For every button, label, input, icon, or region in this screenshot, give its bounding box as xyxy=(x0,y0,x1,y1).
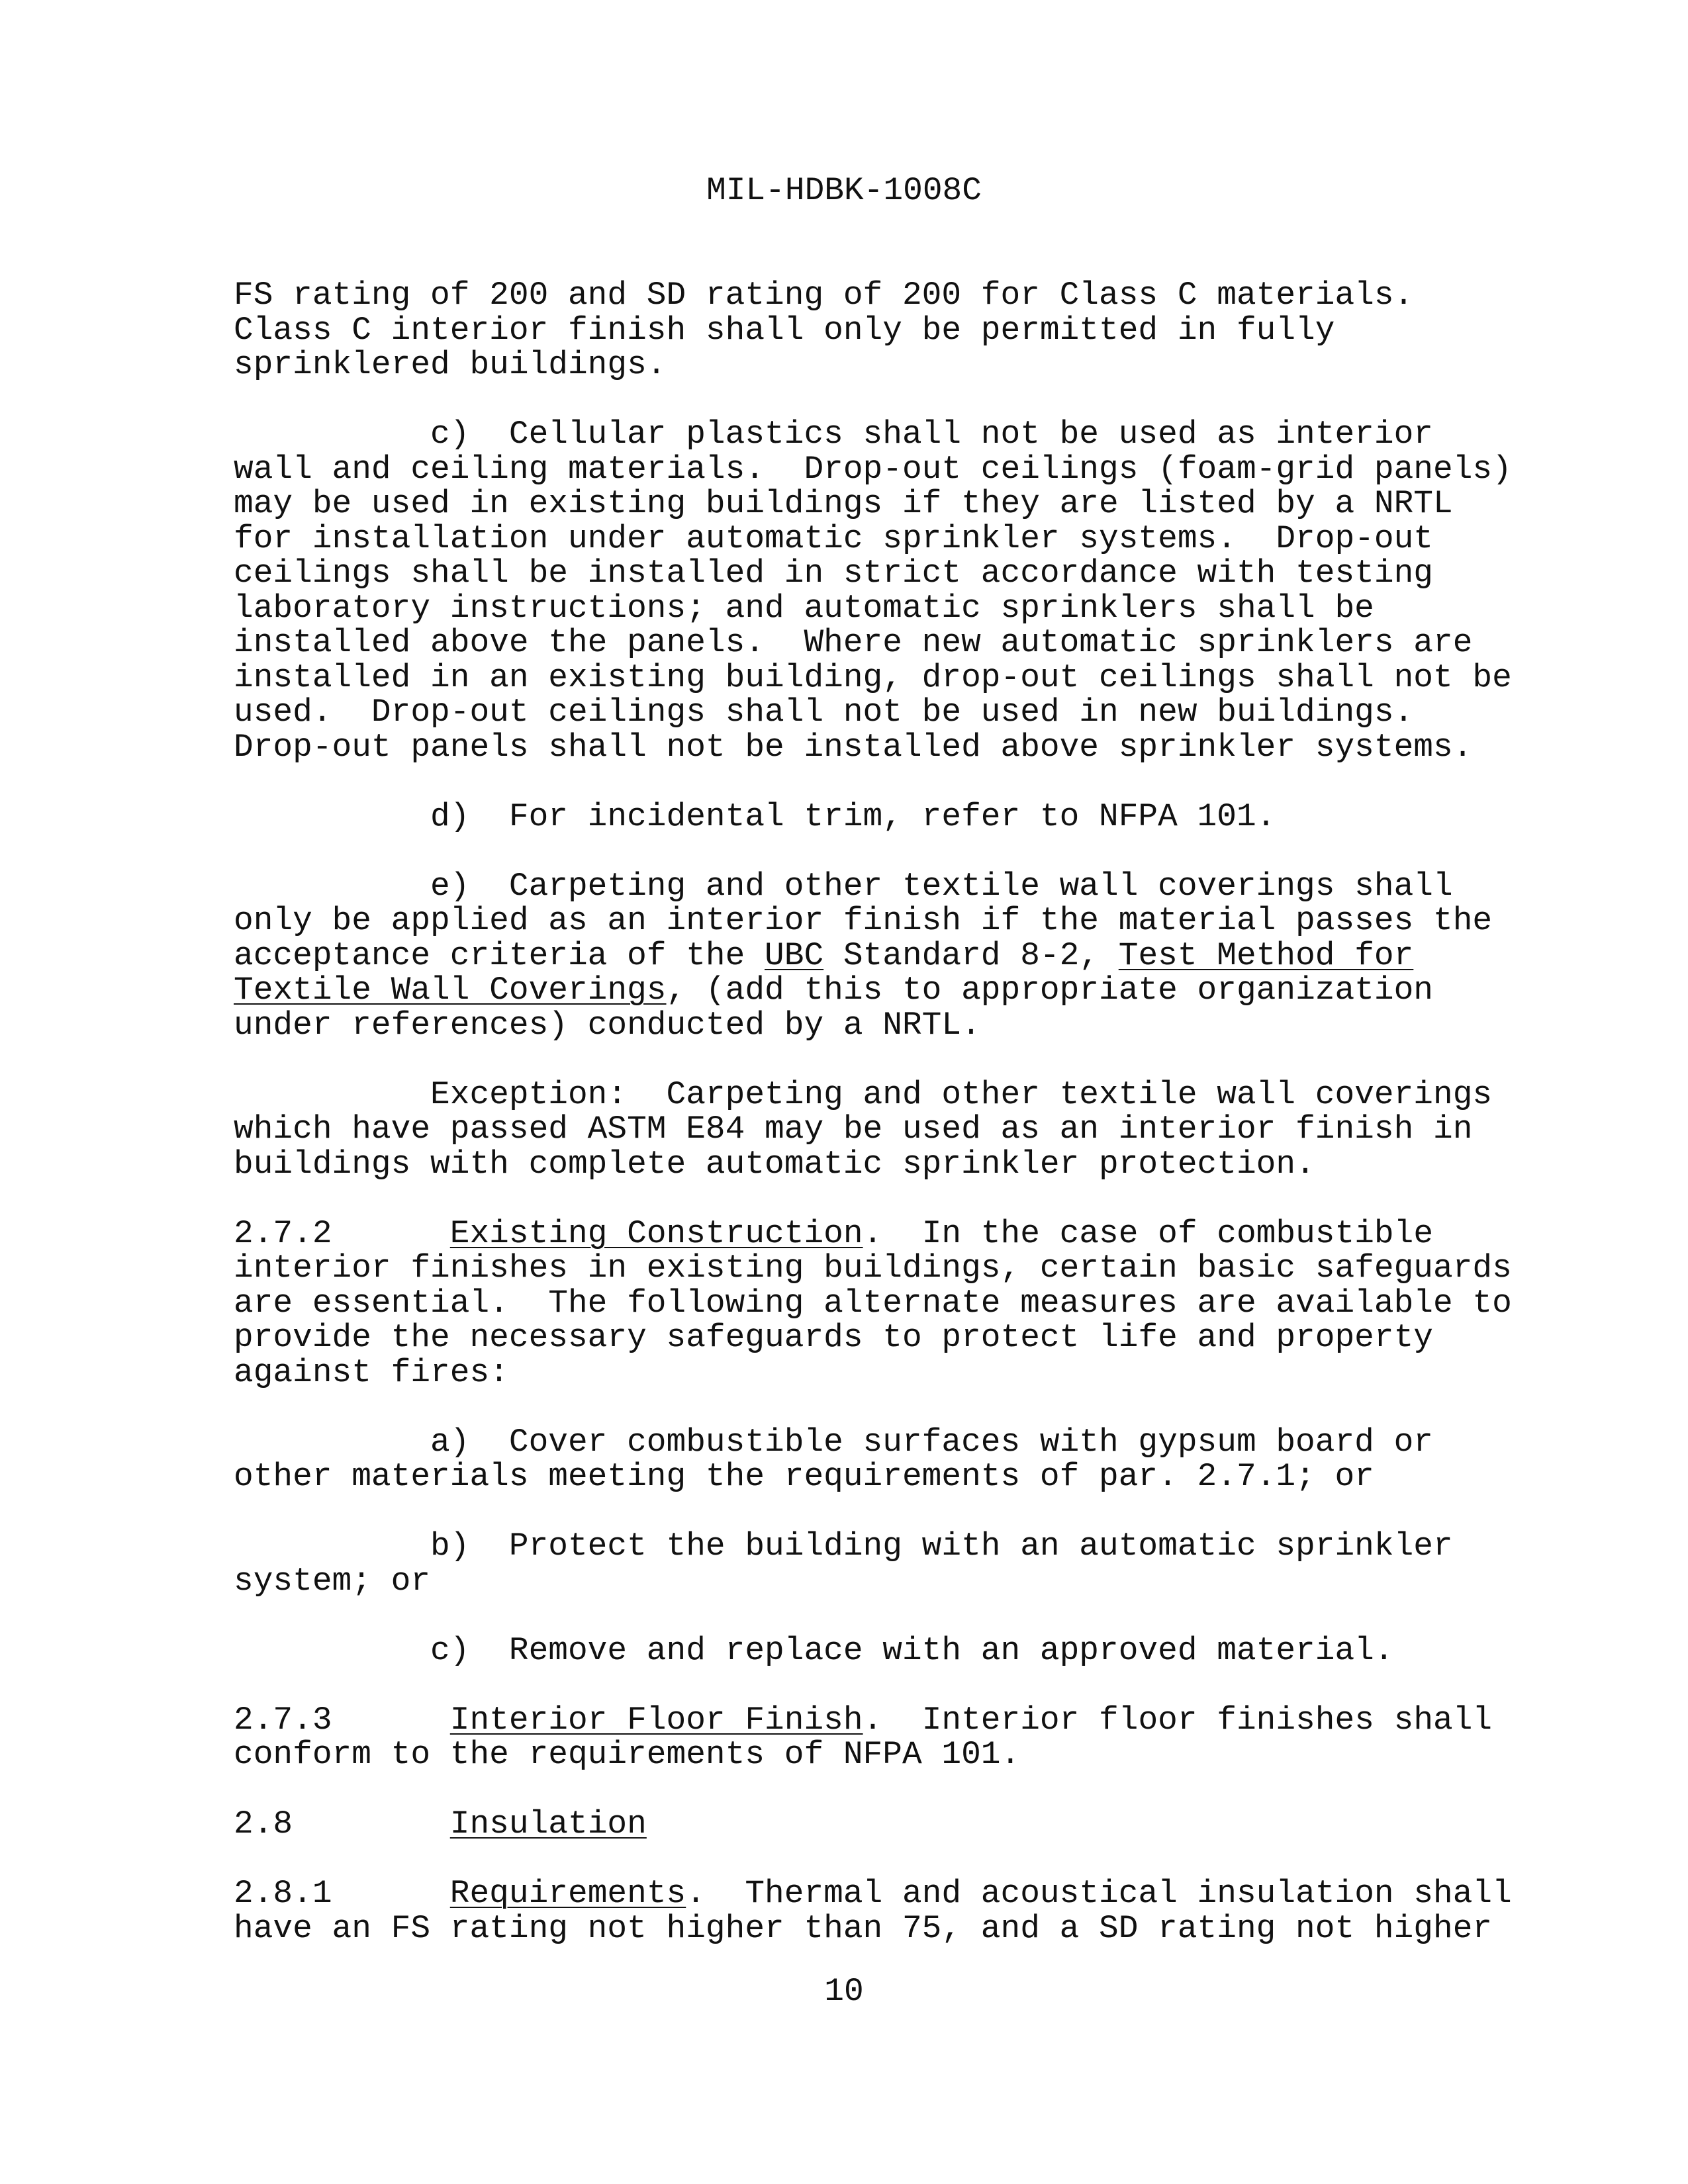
text-line: which have passed ASTM E84 may be used as an interior finish in xyxy=(234,1111,1473,1148)
document-body xyxy=(234,278,1688,1946)
text-line xyxy=(234,938,1688,974)
paragraph-item-c-cellular-plastics xyxy=(234,417,1688,764)
text-run: . Interior floor finishes shall xyxy=(863,1701,1493,1739)
text-line xyxy=(234,1216,1688,1251)
text-line: Class C interior finish shall only be permitted in fully xyxy=(234,311,1335,349)
paragraph-item-a-cover-surfaces xyxy=(234,1425,1688,1494)
section-title: Requirements xyxy=(449,1875,686,1912)
section-title: Interior Floor Finish xyxy=(449,1701,863,1739)
text-line: are essential. The following alternate measures are available to xyxy=(234,1284,1512,1322)
section-title: Existing Construction xyxy=(449,1214,863,1252)
paragraph-exception xyxy=(234,1077,1688,1182)
text-line: used. Drop-out ceilings shall not be used in new buildings. xyxy=(234,694,1414,731)
text-line: ceilings shall be installed in strict accordance with testing xyxy=(234,555,1433,592)
section-number: 2.8.1 xyxy=(234,1875,450,1912)
text-line: only be applied as an interior finish if the material passes the xyxy=(234,902,1493,939)
section-number: 2.7.2 xyxy=(234,1214,450,1252)
text-run: Standard 8-2, xyxy=(823,936,1119,974)
text-line: c) Cellular plastics shall not be used as interior xyxy=(234,416,1433,453)
text-line: interior finishes in existing buildings, certain basic safeguards xyxy=(234,1250,1512,1287)
text-run: . In the case of combustible xyxy=(863,1214,1434,1252)
text-line: b) Protect the building with an automatic sprinkler xyxy=(234,1527,1453,1565)
text-line: under references) conducted by a NRTL. xyxy=(234,1006,981,1044)
text-line: c) Remove and replace with an approved material. xyxy=(234,1631,1394,1669)
section-2-8-1-requirements xyxy=(234,1876,1688,1946)
paragraph-item-d-incidental-trim xyxy=(234,799,1688,835)
text-line xyxy=(234,1876,1688,1911)
text-line: installed in an existing building, drop-out ceilings shall not be xyxy=(234,659,1512,696)
text-line: may be used in existing buildings if they are listed by a NRTL xyxy=(234,485,1453,522)
text-line xyxy=(234,1703,1688,1738)
text-line xyxy=(234,973,1688,1008)
text-line: system; or xyxy=(234,1562,431,1600)
section-2-7-3-interior-floor-finish xyxy=(234,1703,1688,1772)
document-header: MIL-HDBK-1008C xyxy=(706,172,982,209)
section-number: 2.7.3 xyxy=(234,1701,450,1739)
text-line: for installation under automatic sprinkler systems. Drop-out xyxy=(234,520,1433,557)
text-line: FS rating of 200 and SD rating of 200 for Class C materials. xyxy=(234,277,1414,314)
text-line: against fires: xyxy=(234,1353,509,1391)
text-line: Drop-out panels shall not be installed above sprinkler systems. xyxy=(234,728,1473,766)
paragraph-item-c-remove-replace xyxy=(234,1633,1688,1668)
text-run: , (add this to appropriate organization xyxy=(666,972,1434,1009)
text-line: a) Cover combustible surfaces with gypsum board or xyxy=(234,1423,1433,1461)
ubc-reference: UBC xyxy=(765,936,824,974)
text-line: laboratory instructions; and automatic sprinklers shall be xyxy=(234,589,1374,627)
test-method-title: Test Method for xyxy=(1118,936,1414,974)
section-number: 2.8 xyxy=(234,1805,450,1843)
paragraph-item-e-carpeting xyxy=(234,869,1688,1043)
text-line: Exception: Carpeting and other textile wall coverings xyxy=(234,1075,1493,1113)
text-line: sprinklered buildings. xyxy=(234,346,667,383)
text-line: provide the necessary safeguards to protect life and property xyxy=(234,1319,1433,1356)
paragraph-item-b-sprinkler xyxy=(234,1529,1688,1598)
text-line: have an FS rating not higher than 75, and a SD rating not higher xyxy=(234,1909,1493,1947)
text-line: wall and ceiling materials. Drop-out ceilings (foam-grid panels) xyxy=(234,450,1512,488)
text-run: . Thermal and acoustical insulation shall xyxy=(686,1875,1512,1912)
text-line: conform to the requirements of NFPA 101. xyxy=(234,1736,1021,1773)
text-run: acceptance criteria of the xyxy=(234,936,765,974)
section-title: Insulation xyxy=(449,1805,647,1843)
test-method-title: Textile Wall Coverings xyxy=(234,972,667,1009)
section-2-8-insulation xyxy=(234,1807,1688,1842)
text-line: d) For incidental trim, refer to NFPA 101. xyxy=(234,797,1276,835)
page-number: 10 xyxy=(824,1973,864,2010)
text-line: other materials meeting the requirements of par. 2.7.1; or xyxy=(234,1458,1374,1495)
text-line: installed above the panels. Where new automatic sprinklers are xyxy=(234,624,1473,661)
text-line: buildings with complete automatic sprinkler protection. xyxy=(234,1145,1315,1183)
paragraph-class-c-continuation xyxy=(234,278,1688,383)
text-line: e) Carpeting and other textile wall coverings shall xyxy=(234,867,1453,905)
text-line xyxy=(234,1807,1688,1842)
section-2-7-2-existing-construction xyxy=(234,1216,1688,1390)
